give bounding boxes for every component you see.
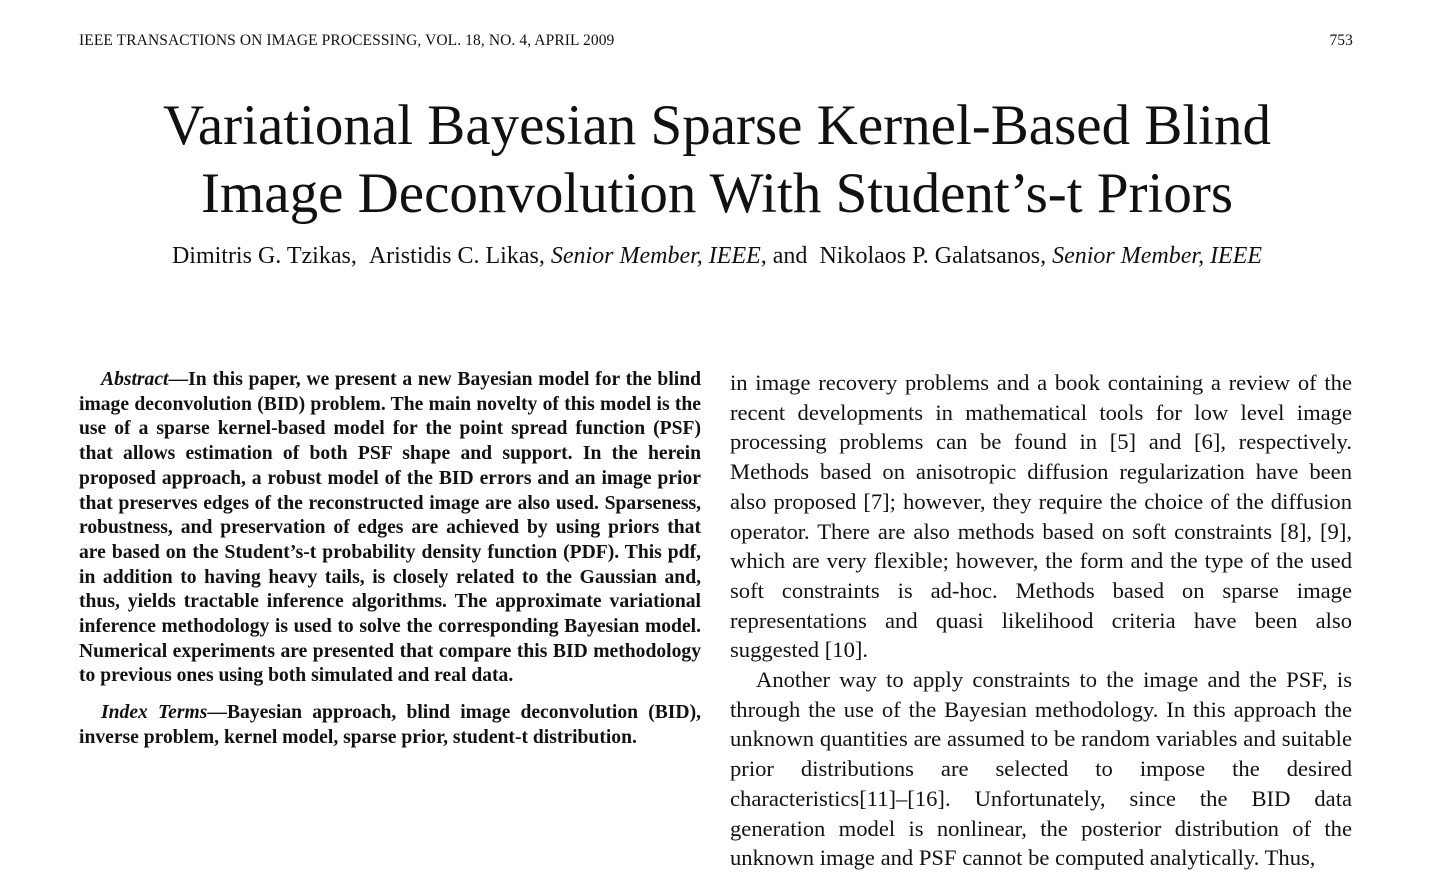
page-number: 753 <box>1329 32 1353 49</box>
abstract-text: —In this paper, we present a new Bayesian model for the blind image deconvolution (BID) problem. The main novelty of this model is the use of a sparse kernel-based model for the point spread function (PSF) that allows estimation of both PSF shape and support. In the herein proposed approach, a robust model of the BID errors and an image prior that preserves edges of the reconstructed image are also used. Sparseness, robustness, and preservation of edges are achieved by using priors that are based on the Student’s-t probability density function (PDF). This pdf, in addition to having heavy tails, is closely related to the Gaussian and, thus, yields tractable inference algorithms. The approximate variational inference methodology is used to solve the corresponding Bayesian model. Numerical experiments are presented that compare this BID methodology to previous ones using both simulated and real data. <box>79 369 701 687</box>
title-line-1: Variational Bayesian Sparse Kernel-Based Blind <box>162 94 1272 157</box>
paper-title <box>60 92 1374 228</box>
index-terms-heading: Index Terms <box>101 702 208 724</box>
title-line-2: Image Deconvolution With Student’s-t Priors <box>200 162 1234 225</box>
author-2: Aristidis C. Likas <box>368 243 539 269</box>
right-column <box>730 368 1352 873</box>
running-head <box>79 31 1353 51</box>
author-list <box>40 240 1394 272</box>
author-conjunction: , and <box>760 243 808 269</box>
body-paragraph-2: Another way to apply constraints to the image and the PSF, is through the use of the Bayesian methodology. In this approach the unknown quantities are assumed to be random variables and suitable prior distributions are selected to impose the desired characteristics[11]–[16]. Unfortunately, since the BID data generation model is nonlinear, the posterior distribution of the unknown image and PSF cannot be computed analytically. Thus, <box>730 667 1352 871</box>
left-column <box>79 368 701 751</box>
index-terms <box>79 701 701 750</box>
body-paragraph-1: in image recovery problems and a book containing a review of the recent developments in mathematical tools for low level image processing problems can be found in [5] and [6], respectively. Methods based on anisotropic diffusion regularization have been also proposed [7]; however, they require the choice of the diffusion operator. There are also methods based on soft constraints [8], [9], which are very flexible; however, the form and the type of the used soft constraints is ad-hoc. Methods based on sparse image representations and quasi likelihood criteria have been also suggested [10]. <box>730 370 1352 663</box>
journal-header: IEEE TRANSACTIONS ON IMAGE PROCESSING, VOL. 18, NO. 4, APRIL 2009 <box>79 32 615 49</box>
abstract <box>79 368 701 689</box>
abstract-heading: Abstract <box>101 369 169 390</box>
author-3-title: , Senior Member, IEEE <box>1040 243 1263 269</box>
index-terms-text: —Bayesian approach, blind image deconvolution (BID), inverse problem, kernel model, sparse prior, student-t distribution. <box>79 702 701 748</box>
author-3: Nikolaos P. Galatsanos <box>819 243 1041 269</box>
author-2-title: , Senior Member, IEEE <box>538 243 761 269</box>
author-1: Dimitris G. Tzikas, <box>171 243 357 269</box>
